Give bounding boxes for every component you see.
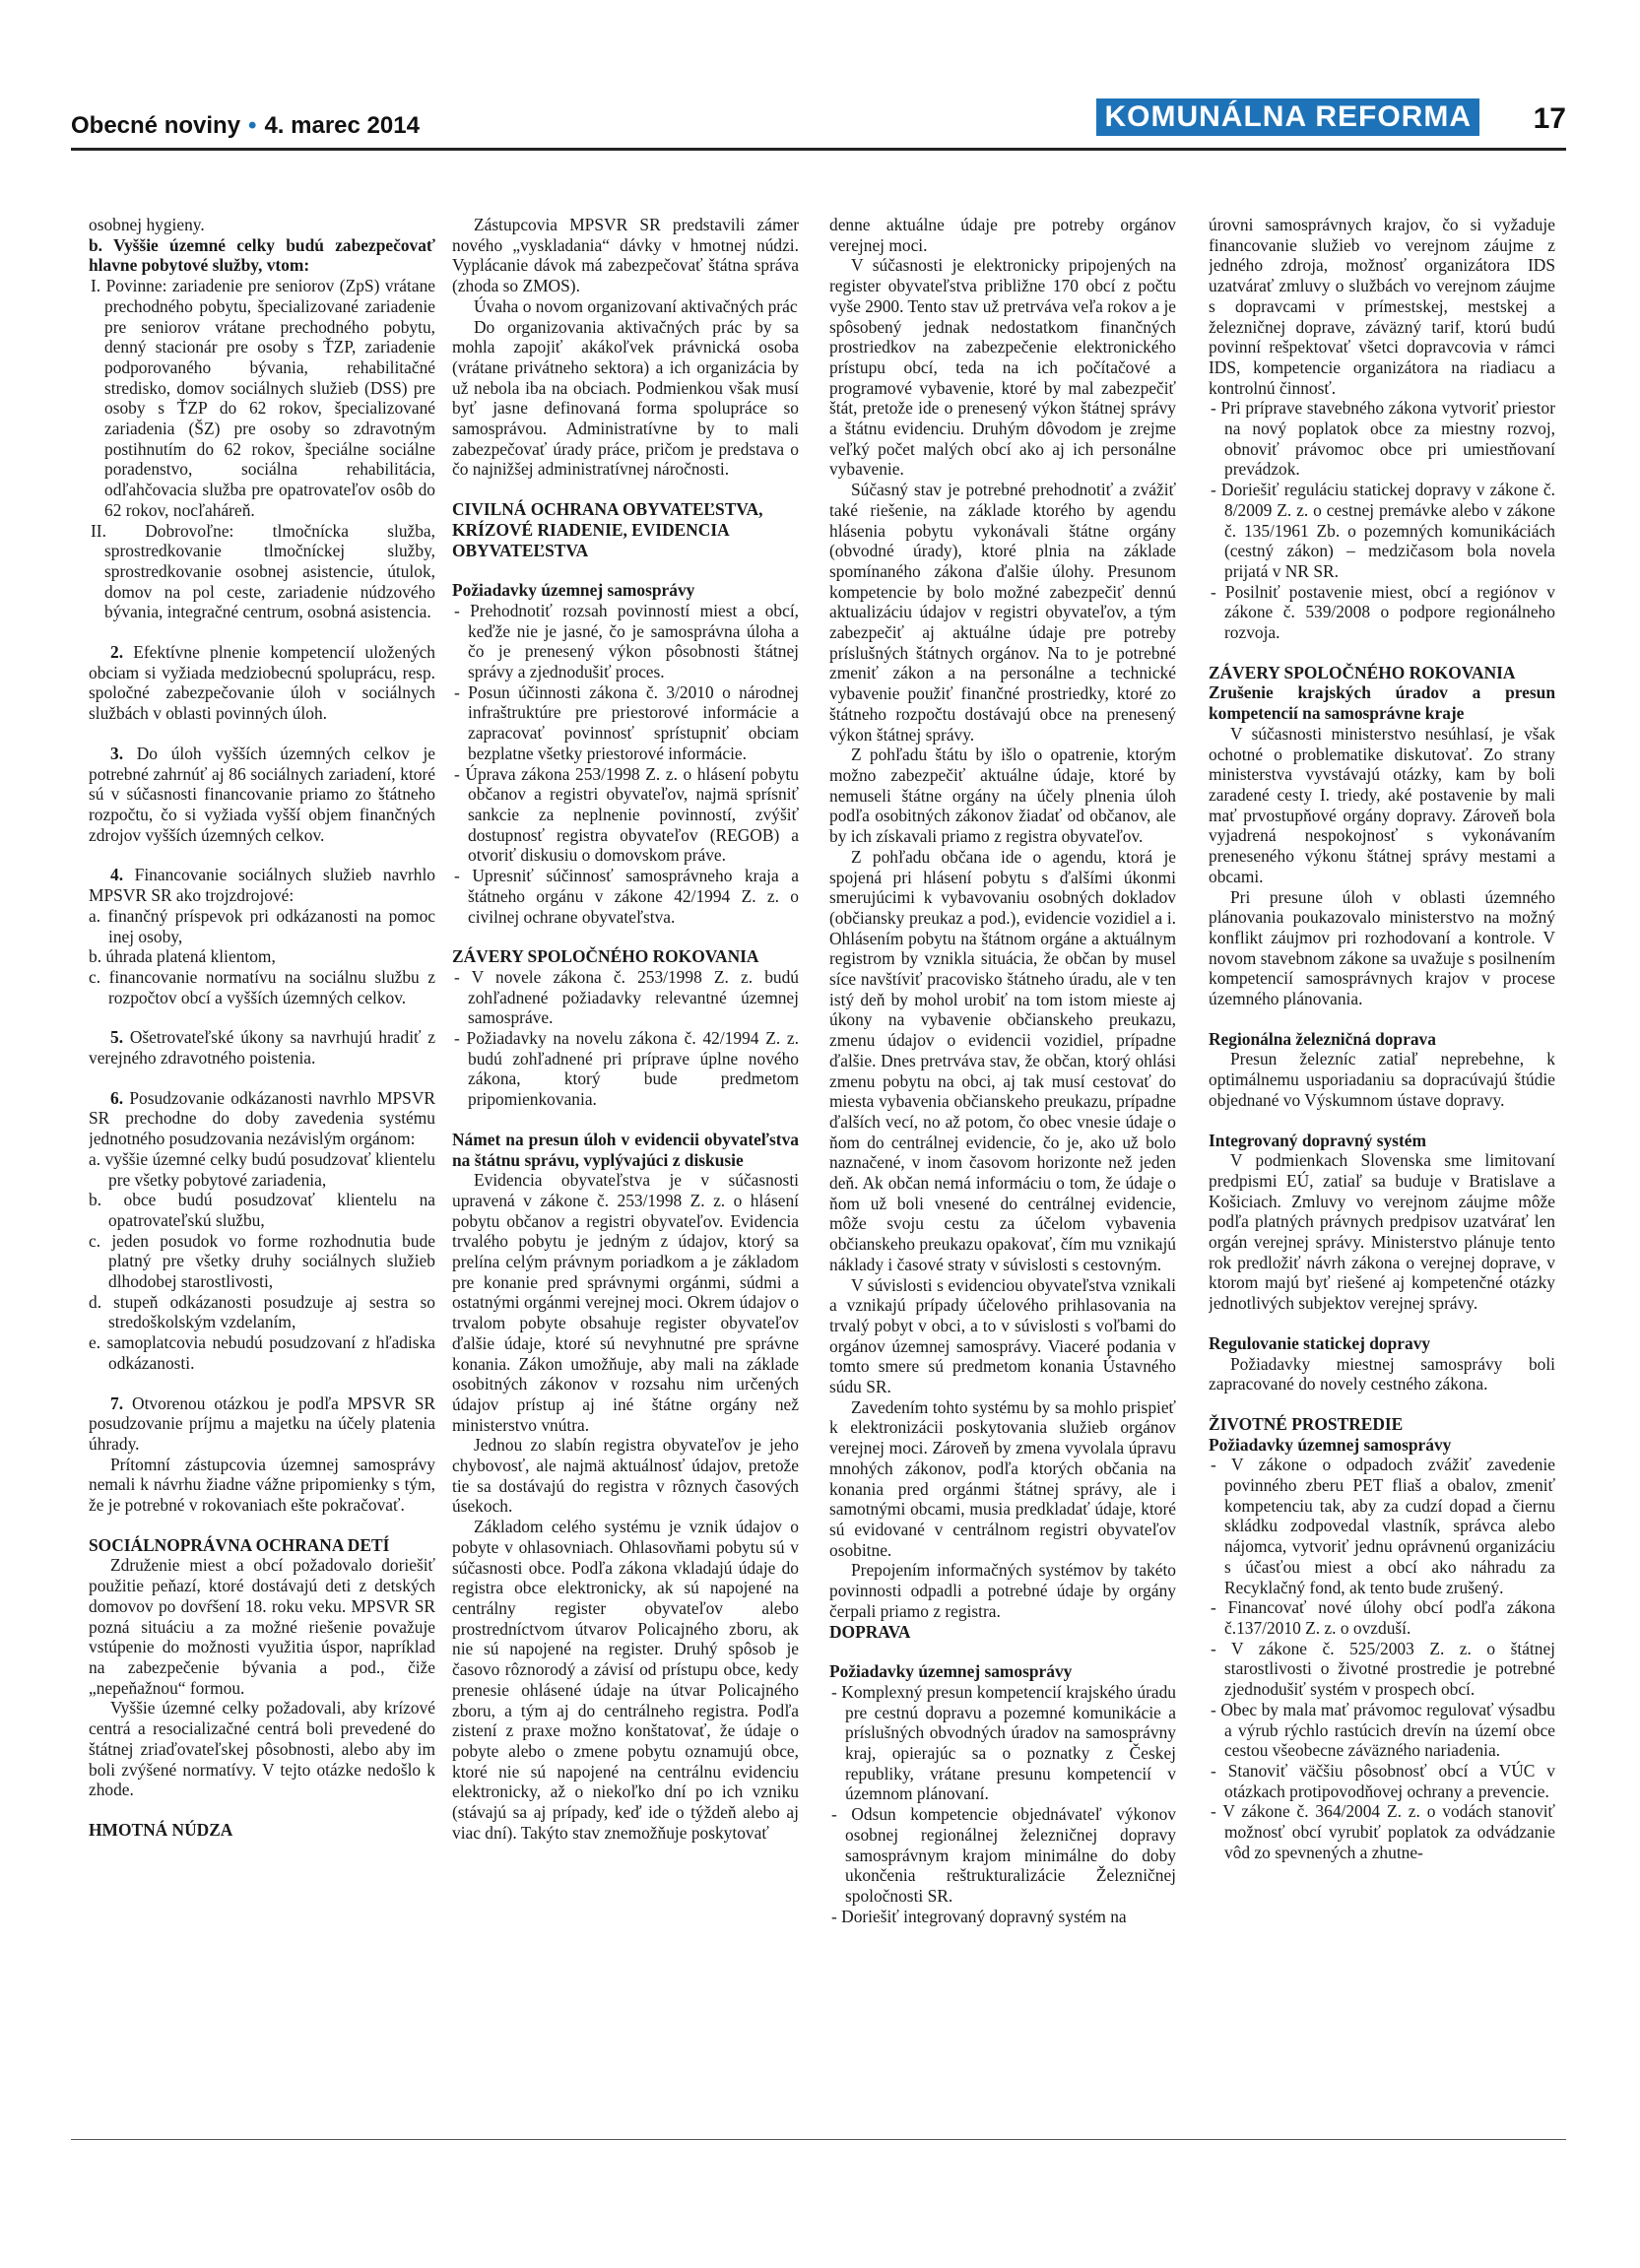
section-heading: HMOTNÁ NÚDZA [89, 1819, 233, 1840]
paragraph: V súčasnosti je elektronicky pripojených na register obyvateľstva približne 170 obcí z počtu vyše 2900. Tento stav už pretrváva veľa rokov a je spôsobený jednak nedostatkom finančných prostriedkov na zabezpečenie elektronického prístupu obcí, teda na ich počítačové a programové vybavenie, ktoré by mal zabezpečiť štát, pretože ide o prenesený výkon štátnej správy a štátnu evidenciu. Druhým dôvodom je zrejme veľký počet malých obcí ako aj ich personálne vybavenie. [829, 255, 1176, 480]
paragraph: V súvislosti s evidenciou obyvateľstva vznikali a vznikajú prípady účelového prihlasovania na trvalý pobyt v obci, a to v súvislosti s voľbami do orgánov územnej samosprávy. Viaceré podania v tomto smere sú predmetom konania Ústavného súdu SR. [829, 1274, 1176, 1397]
subheading: Zrušenie krajských úradov a presun kompetencií na samosprávne kraje [1209, 682, 1555, 724]
section-heading: ZÁVERY SPOLOČNÉHO ROKOVANIA [452, 946, 759, 967]
paragraph-text: Financovanie sociálnych služieb navrhlo MPSVR SR ako trojzdrojové: [89, 865, 435, 906]
paragraph [89, 744, 435, 846]
subheading: Požiadavky územnej samosprávy [829, 1661, 1073, 1682]
paragraph-gap [1209, 1009, 1555, 1029]
paragraph: Jednou zo slabín registra obyvateľov je jeho chybovosť, ale najmä aktuálnosť údajov, pretože tie sa dostávajú do registra v rôznych časových úsekoch. [452, 1435, 799, 1517]
paragraph: Do organizovania aktivačných prác by sa mohla zapojiť akákoľvek právnická osoba (vrátane privátneho sektora) a ich organizácia by už nebola iba na obciach. Podmienkou však musí byť jasne definovaná forma spolupráce so samosprávou. Administratívne by to mali zabezpečovať úrady práce, pričom je predstava o čo najnižšej administratívnej náročnosti. [452, 316, 799, 480]
page-number: 17 [1533, 102, 1566, 135]
list-item: - Obec by mala mať právomoc regulovať výsadbu a výrub rýchlo rastúcich drevín na území obce cestou všeobecne záväzného nariadenia. [1211, 1699, 1555, 1761]
list-item: a. finančný príspevok pri odkázanosti na pomoc inej osoby, [89, 905, 435, 946]
bullet-list [829, 1682, 1176, 1926]
subheading: Námet na presun úloh v evidencii obyvateľstva na štátnu správu, vyplývajúci z diskusie [452, 1129, 799, 1170]
subheading: Regionálna železničná doprava [1209, 1028, 1436, 1049]
paragraph-number: 4. [110, 865, 135, 885]
paragraph-number: 6. [110, 1087, 130, 1108]
subheading: Požiadavky územnej samosprávy [1209, 1434, 1452, 1455]
subheading: b. Vyššie územné celky budú zabezpečovať hlavne pobytové služby, vtom: [89, 234, 435, 276]
bullet-list [452, 601, 799, 927]
list-item: c. financovanie normatívu na sociálnu službu z rozpočtov obcí a vyšších územných celkov. [89, 966, 435, 1007]
paragraph: V súčasnosti ministerstvo nesúhlasí, je však ochotné o problematike diskutovať. Zo strany ministerstva vyvstávajú otázky, kam by boli zaradené cesty I. triedy, aké postavenie by mali mať prvostupňové orgány dopravy. Zároveň bola vyjadrená nespokojnosť s vykonávaním preneseného výkonu štátnej správy mestami a obcami. [1209, 723, 1555, 886]
paragraph-number: 5. [110, 1027, 130, 1048]
subheading: Požiadavky územnej samosprávy [452, 580, 695, 601]
bullet-list [1209, 1455, 1555, 1862]
section-heading: SOCIÁLNOPRÁVNA OCHRANA DETÍ [89, 1534, 390, 1555]
list-item: - Úprava zákona 253/1998 Z. z. o hlásení pobytu občanov a registri obyvateľov, najmä sprísniť sankcie za neplnenie povinností, zvýšiť dostupnosť registra obyvateľov (REGOB) a otvoriť diskusiu o domovskom práve. [454, 763, 799, 866]
bullet-list [89, 1149, 435, 1374]
list-item: - Odsun kompetencie objednávateľ výkonov osobnej regionálnej železničnej dopravy samosprávnym krajom minimálne do doby ukončenia reštrukturalizácie Železničnej spoločnosti SR. [831, 1804, 1176, 1906]
section-heading: ZÁVERY SPOLOČNÉHO ROKOVANIA [1209, 662, 1516, 682]
paragraph: Prepojením informačných systémov by takéto povinnosti odpadli a potrebné údaje by orgány čerpali priamo z registra. [829, 1560, 1176, 1621]
footer-rule [71, 2139, 1566, 2140]
paragraph-gap [452, 480, 799, 499]
paragraph-text: Do úloh vyšších územných celkov je potrebné zahrnúť aj 86 sociálnych zariadení, ktoré sú v súčasnosti financovanie priamo zo štátneho rozpočtu, čo si vyžiada vyšší objem finančných zdrojov vyšších územných celkov. [89, 743, 435, 845]
paragraph-gap [829, 1642, 1176, 1661]
list-item: b. obce budú posudzovať klientelu na opatrovateľskú službu, [89, 1190, 435, 1230]
paragraph-gap [1209, 643, 1555, 663]
issue-date: 4. marec 2014 [264, 112, 420, 139]
subheading: Integrovaný dopravný systém [1209, 1130, 1426, 1150]
list-item: - V zákone č. 364/2004 Z. z. o vodách stanoviť možnosť obcí vyrubiť poplatok za odvádzanie vôd zo spevnených a zhutne- [1211, 1801, 1555, 1862]
list-item: - Upresniť súčinnosť samosprávneho kraja a štátneho orgánu v zákone 42/1994 Z. z. o civilnej ochrane obyvateľstva. [454, 866, 799, 927]
list-item: c. jeden posudok vo forme rozhodnutia bude platný pre všetky druhy sociálnych služieb dlhodobej starostlivosti, [89, 1230, 435, 1292]
subheading: Regulovanie statickej dopravy [1209, 1332, 1431, 1353]
list-item: - Doriešiť reguláciu statickej dopravy v zákone č. 8/2009 Z. z. o cestnej premávke alebo v zákone č. 135/1961 Zb. o pozemných komunikáciách (cestný zákon) – medzičasom bola novela prijatá v NR SR. [1211, 480, 1555, 581]
list-item: e. samoplatcovia nebudú posudzovaní z hľadiska odkázanosti. [89, 1332, 435, 1373]
section-heading: CIVILNÁ OCHRANA OBYVATEĽSTVA, KRÍZOVÉ RIADENIE, EVIDENCIA OBYVATEĽSTVA [452, 499, 763, 560]
paragraph: Presun železníc zatiaľ neprebehne, k optimálnemu usporiadaniu sa dopracúvajú štúdie objednané vo Výskumnom ústave dopravy. [1209, 1049, 1555, 1110]
paragraph [89, 1027, 435, 1068]
separator-dot: • [248, 112, 257, 139]
article-column-1 [89, 215, 435, 2130]
paragraph-gap [89, 1007, 435, 1027]
paragraph-text: Otvorenou otázkou je podľa MPSVR SR posudzovanie príjmu a majetku na účely platenia úhrady. [89, 1393, 435, 1454]
paragraph [89, 1393, 435, 1455]
paragraph-gap [89, 622, 435, 642]
paragraph [89, 642, 435, 724]
list-item: - V zákone č. 525/2003 Z. z. o štátnej starostlivosti o životné prostredie je potrebné zjednodušiť systém v prospech obcí. [1211, 1638, 1555, 1700]
paragraph-gap [89, 724, 435, 744]
paragraph-text: Efektívne plnenie kompetencií uložených obciam si vyžiada medziobecnú spoluprácu, resp. spoločné zabezpečovanie úloh v sociálnych službách v oblasti povinných úloh. [89, 642, 435, 724]
list-item: - Pri príprave stavebného zákona vytvoriť priestor na nový poplatok obce za miestny rozvoj, obnoviť právomoc obce pri umiestňovaní prevádzok. [1211, 398, 1555, 480]
bullet-list [1209, 398, 1555, 642]
paragraph-gap [452, 560, 799, 580]
section-banner: KOMUNÁLNA REFORMA [1096, 98, 1479, 136]
paragraph-gap [452, 1110, 799, 1130]
list-item: - Stanoviť väčšiu pôsobnosť obcí a VÚC v otázkach protipovodňovej ochrany a prevencie. [1211, 1760, 1555, 1801]
paragraph: denne aktuálne údaje pre potreby orgánov verejnej moci. [829, 215, 1176, 255]
paragraph: osobnej hygieny. [89, 215, 205, 234]
list-item: - V zákone o odpadoch zvážiť zavedenie povinného zberu PET fliaš a obalov, zmeniť kompetenciu tak, aby za cudzí dopad a čiernu skládku zodpovedal vlastník, správca alebo nájomca, vytvoriť jednu oprávnenú organizáciu s účasťou miest a obcí ako náhradu za Recyklačný fond, ak tento bude zrušený. [1211, 1455, 1555, 1597]
masthead-left [71, 112, 420, 140]
paragraph: Zástupcovia MPSVR SR predstavili zámer nového „vyskladania“ dávky v hmotnej núdzi. Vyplácanie dávok má zabezpečovať štátna správa (zhoda so ZMOS). [452, 215, 799, 296]
list-item: d. stupeň odkázanosti posudzuje aj sestra so stredoškolským vzdelaním, [89, 1291, 435, 1332]
paragraph: úrovni samosprávnych krajov, čo si vyžaduje financovanie služieb vo verejnom záujme z jedného zdroja, možnosť organizátora IDS uzatvárať zmluvy o službách vo verejnom záujme s dopravcami v prímestskej, mestskej a železničnej doprave, záväzný tarif, ktorú budú povinní rešpektovať všetci dopravcovia v rámci IDS, kompetencie organizátora na riadiacu a kontrolnú činnosť. [1209, 215, 1555, 398]
paragraph-number: 7. [110, 1393, 133, 1413]
paragraph: Prítomní zástupcovia územnej samosprávy nemali k návrhu žiadne vážne pripomienky s tým, že je potrebné v rokovaniach ešte pokračovať. [89, 1454, 435, 1516]
paragraph: Evidencia obyvateľstva je v súčasnosti upravená v zákone č. 253/1998 Z. z. o hlásení pobytu občanov a registri obyvateľov. Evidencia trvalého pobytu je jedným z údajov, ktorý sa prelína celým právnym poriadkom a je základom pre konanie pred správnymi orgánmi, súdmi a ostatnými orgánmi verejnej moci. Okrem údajov o trvalom pobyte obsahuje register obyvateľov ďalšie údaje, ktoré sú nevyhnutné pre správne konania. Zákon umožňuje, aby mali na základe osobitných zákonov v rozsahu nim určených údajov prístup aj iné štátne orgány než ministerstvo vnútra. [452, 1170, 799, 1435]
paragraph-number: 2. [110, 642, 134, 663]
list-item: - Požiadavky na novelu zákona č. 42/1994 Z. z. budú zohľadnené pri príprave úplne nového zákona, ktorý bude predmetom pripomienkovania. [454, 1028, 799, 1110]
section-heading: ŽIVOTNÉ PROSTREDIE [1209, 1413, 1404, 1434]
list-item: - Prehodnotiť rozsah povinností miest a obcí, keďže nie je jasné, čo je samosprávna úloha a čo je prenesený výkon pôsobnosti štátnej správy a zjednodušiť proces. [454, 600, 799, 682]
article-column-4 [1209, 215, 1555, 2130]
paragraph: Súčasný stav je potrebné prehodnotiť a zvážiť také riešenie, na základe ktorého by agendu hlásenia pobytu vykonávali štátne orgány (obvodné úrady), ktoré plnia na základe spomínaného zákona ďalšie úlohy. Presunom kompetencie by bolo možné zabezpečiť dennú aktualizáciu údajov v registri obyvateľov, a tým zabezpečiť aj aktuálne údaje pre potreby príslušných štátnych orgánov. Na to je potrebné zmeniť zákon a na personálne a technické vybavenie použiť finančné prostriedky, ktoré zo štátneho rozpočtu dostávajú obce na prenesený výkon štátnej správy. [829, 480, 1176, 745]
list-item: b. úhrada platená klientom, [89, 946, 276, 967]
paragraph: V podmienkach Slovenska sme limitovaní predpismi EÚ, zatiaľ sa buduje v Bratislave a Košiciach. Zmluvy vo verejnom záujme môže podľa platných právnych predpisov uzatvárať len orgán verejnej správy. Ministerstvo plánuje tento rok predložiť návrh zákona o verejnej doprave, v ktorom majú byť riešené aj kompetenčné otázky jednotlivých subjektov verejnej správy. [1209, 1150, 1555, 1314]
paragraph [89, 865, 435, 905]
article-column-3 [829, 215, 1176, 2130]
paragraph: Z pohľadu občana ide o agendu, ktorá je spojená pri hlásení pobytu s ďalšími úkonmi smerujúcimi k vybavovaniu osobných dokladov (občiansky preukaz a pod.), evidencie vozidiel a i. Ohlásením pobytu na štátnom orgáne a aktuálnym registrom by vznikla situácia, že občan by musel síce navštíviť pracovisko štátneho úradu, ale v ten istý deň by mohol urobiť na tom istom mieste aj úkony na vybavenie občianskeho preukazu, zmenu údajov o evidencii vozidiel, prípadne ďalšie. Dnes pretrváva stav, že občan, ktorý ohlási zmenu pobytu na obci, aj tak musí cestovať do miesta vybavenia občianskeho preukazu, prípadne ďalších vecí, no až potom, čo obec vnesie údaje o ňom do centrálnej evidencie, čo je, ako už bolo naznačené, v inom časovom horizonte než jeden deň. Ak občan nemá informáciu o tom, že údaje o ňom už boli vnesené do centrálnej evidencie, môže svoju cestu za účelom vybavenia občianskeho preukazu opakovať, čím mu vznikajú náklady i časové straty v súvislosti s cestovným. [829, 846, 1176, 1274]
list-item: - Posun účinnosti zákona č. 3/2010 o národnej infraštruktúre pre priestorové informácie a zapracovať povinnosť sprístupniť obciam bezplatne všetky priestorové informácie. [454, 681, 799, 763]
paragraph: Základom celého systému je vznik údajov o pobyte v ohlasovniach. Ohlasovňami pobytu sú v súčasnosti obce. Podľa zákona vkladajú údaje do registra obce elektronicky, ak sú napojené na centrálny register obyvateľov alebo prostredníctvom útvarov Policajného zboru, ak nie sú napojené na register. Druhý spôsob je časovo rôznorodý a závisí od prístupu obce, kedy prenesie ohlásené údaje na útvar Policajného zboru, a tým aj do centrálneho registra. Podľa zistení z praxe možno konštatovať, že údaje o pobyte alebo o zmene pobytu oznamujú obce, ktoré nie sú napojené na centrálnu evidenciu elektronicky, až o niekoľko dní po ich vzniku (stávajú sa aj prípady, keď ide o týždeň alebo aj viac dní). Takýto stav znemožňuje poskytovať [452, 1517, 799, 1843]
paragraph-gap [89, 1800, 435, 1820]
paragraph-gap [1209, 1314, 1555, 1333]
paragraph: Z pohľadu štátu by išlo o opatrenie, ktorým možno zabezpečiť aktuálne údaje, ktoré by nemuseli štátne orgány na účely plnenia úloh podľa osobitných zákonov žiadať od občanov, ale by ich získavali priamo z registra obyvateľov. [829, 745, 1176, 847]
list-item: I. Povinne: zariadenie pre seniorov (ZpS) vrátane prechodného pobytu, špecializované zariadenie pre seniorov vrátane prechodného pobytu, denný stacionár pre osoby s ŤZP, zariadenie podporovaného bývania, rehabilitačné stredisko, domov sociálnych služieb (DSS) pre osoby s ŤZP do 62 rokov, špecializované zariadenia (ŠZ) pre osoby so zdravotným postihnutím do 62 rokov, špeciálne sociálne poradenstvo, sociálna rehabilitácia, odľahčovacia služba pre opatrovateľov osôb do 62 rokov, nocľaháreň. [91, 276, 435, 520]
masthead [71, 98, 1566, 154]
bullet-list [452, 967, 799, 1110]
paragraph: Združenie miest a obcí požadovalo doriešiť použitie peňazí, ktoré dostávajú deti z detských domovov po dovŕšení 18. roku veku. MPSVR SR pozná situáciu a za možné riešenie považuje vstúpenie do možnosti využitia úspor, napríklad na zabezpečenie bývania a pod., čiže „nepeňažnou“ formou. [89, 1555, 435, 1698]
paragraph-gap [452, 927, 799, 946]
paragraph-text: Ošetrovateľské úkony sa navrhujú hradiť z verejného zdravotného poistenia. [89, 1027, 435, 1069]
list-item: - Financovať nové úlohy obcí podľa zákona č.137/2010 Z. z. o ovzduší. [1211, 1597, 1555, 1638]
paragraph [89, 1088, 435, 1149]
paper-name: Obecné noviny [71, 112, 241, 139]
list-item: - V novele zákona č. 253/1998 Z. z. budú zohľadnené požiadavky relevantné územnej samospráve. [454, 966, 799, 1028]
bullet-list [89, 276, 435, 622]
paragraph-gap [89, 1516, 435, 1535]
list-item: II. Dobrovoľne: tlmočnícka služba, sprostredkovanie tlmočníckej služby, sprostredkovanie osobnej asistencie, útulok, domov na pol ceste, zariadenie núdzového bývania, integračné centrum, osobná asistencia. [91, 520, 435, 622]
paragraph-gap [89, 1069, 435, 1088]
list-item: - Doriešiť integrovaný dopravný systém na [831, 1906, 1127, 1926]
paragraph-gap [1209, 1394, 1555, 1414]
paragraph-gap [1209, 1111, 1555, 1131]
article-column-2 [452, 215, 799, 2130]
paragraph: Úvaha o novom organizovaní aktivačných prác [474, 295, 798, 316]
header-rule [71, 148, 1566, 151]
list-item: a. vyššie územné celky budú posudzovať klientelu pre všetky pobytové zariadenia, [89, 1148, 435, 1190]
paragraph: Pri presune úloh v oblasti územného plánovania poukazovalo ministerstvo na možný konflikt záujmov pri rozhodovaní a kontrole. V novom stavebnom zákone sa uvažuje s posilnením kompetencií samosprávnych krajov v procese územného plánovania. [1209, 886, 1555, 1009]
paragraph: Požiadavky miestnej samosprávy boli zapracované do novely cestného zákona. [1209, 1353, 1555, 1394]
paragraph: Vyššie územné celky požadovali, aby krízové centrá a resocializačné centrá boli prevedené do štátnej zriaďovateľskej pôsobnosti, alebo aby im boli zvýšené normatívy. V tejto otázke nedošlo k zhode. [89, 1698, 435, 1800]
paragraph-gap [89, 1374, 435, 1393]
paragraph-number: 3. [110, 743, 137, 763]
list-item: - Komplexný presun kompetencií krajského úradu pre cestnú dopravu a pozemné komunikácie a príslušných obvodných úradov na samosprávny kraj, opierajúc sa o poznatky z Českej republiky, vrátane presunu kompetencií v územnom plánovaní. [831, 1681, 1176, 1804]
list-item: - Posilniť postavenie miest, obcí a regiónov v zákone č. 539/2008 o podpore regionálneho rozvoja. [1211, 581, 1555, 643]
paragraph: Zavedením tohto systému by sa mohlo prispieť k elektronizácii poskytovania služieb orgánov verejnej moci. Zároveň by zmena vyvolala úpravu mnohých zákonov, podľa ktorých občania na konania pred orgánmi štátnej správy, ale i samotnými obcami, musia predkladať údaje, ktoré sú evidované v centrálnom registri obyvateľov osobitne. [829, 1396, 1176, 1560]
paragraph-text: Posudzovanie odkázanosti navrhlo MPSVR SR prechodne do doby zavedenia systému jednotného posudzovania nezávislým orgánom: [89, 1087, 435, 1149]
paragraph-gap [89, 845, 435, 865]
section-heading: DOPRAVA [829, 1621, 911, 1642]
bullet-list [89, 906, 435, 1008]
